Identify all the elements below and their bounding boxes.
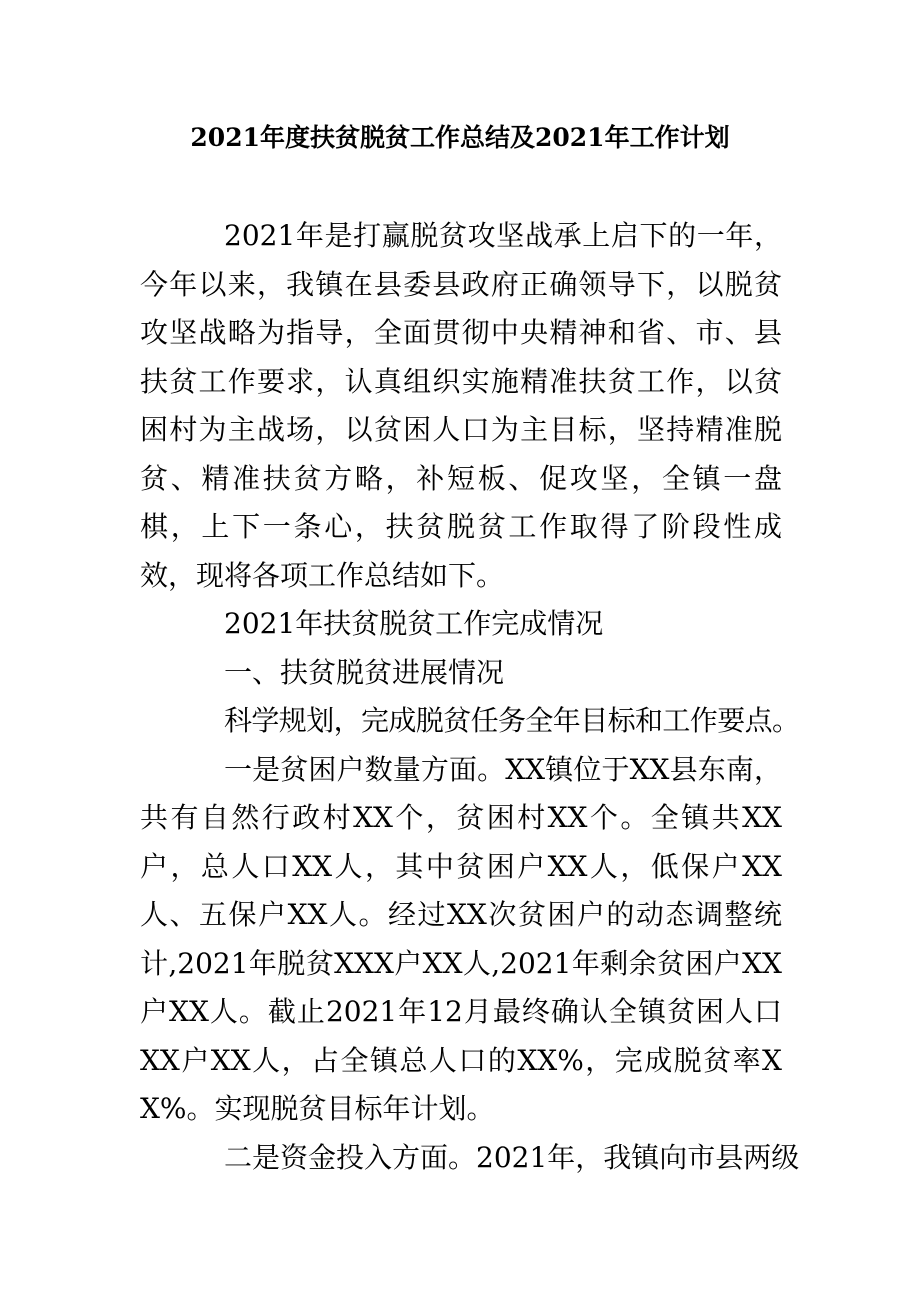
- document-body: [140, 212, 800, 1182]
- subsection-heading: 一、扶贫脱贫进展情况: [224, 655, 505, 689]
- poverty-households-paragraph: 一是贫困户数量方面。XX镇位于XX县东南，共有自然行政村XX个，贫困村XX个。全镇共XX户，总人口XX人，其中贫困户XX人，低保户XX人、五保户XX人。经过XX次贫困户的动态调整统计,2021年脱贫XXX户XX人,2021年剩余贫困户XX户XX人。截止2021年12月最终确认全镇贫困人口XX户XX人，占全镇总人口的XX%，完成脱贫率XX%。实现脱贫目标年计划。: [140, 752, 782, 1125]
- section-heading: 2021年扶贫脱贫工作完成情况: [224, 607, 604, 640]
- document-title: 2021年度扶贫脱贫工作总结及2021年工作计划: [190, 123, 730, 152]
- intro-paragraph: 2021年是打赢脱贫攻坚战承上启下的一年，今年以来，我镇在县委县政府正确领导下，以脱贫攻坚战略为指导，全面贯彻中央精神和省、市、县扶贫工作要求，认真组织实施精准扶贫工作，以贫困村为主战场，以贫困人口为主目标，坚持精准脱贫、精准扶贫方略，补短板、促攻坚，全镇一盘棋，上下一条心，扶贫脱贫工作取得了阶段性成效，现将各项工作总结如下。: [140, 219, 782, 592]
- funding-paragraph: 二是资金投入方面。2021年，我镇向市县两级: [224, 1140, 800, 1174]
- planning-paragraph: 科学规划，完成脱贫任务全年目标和工作要点。: [224, 704, 800, 737]
